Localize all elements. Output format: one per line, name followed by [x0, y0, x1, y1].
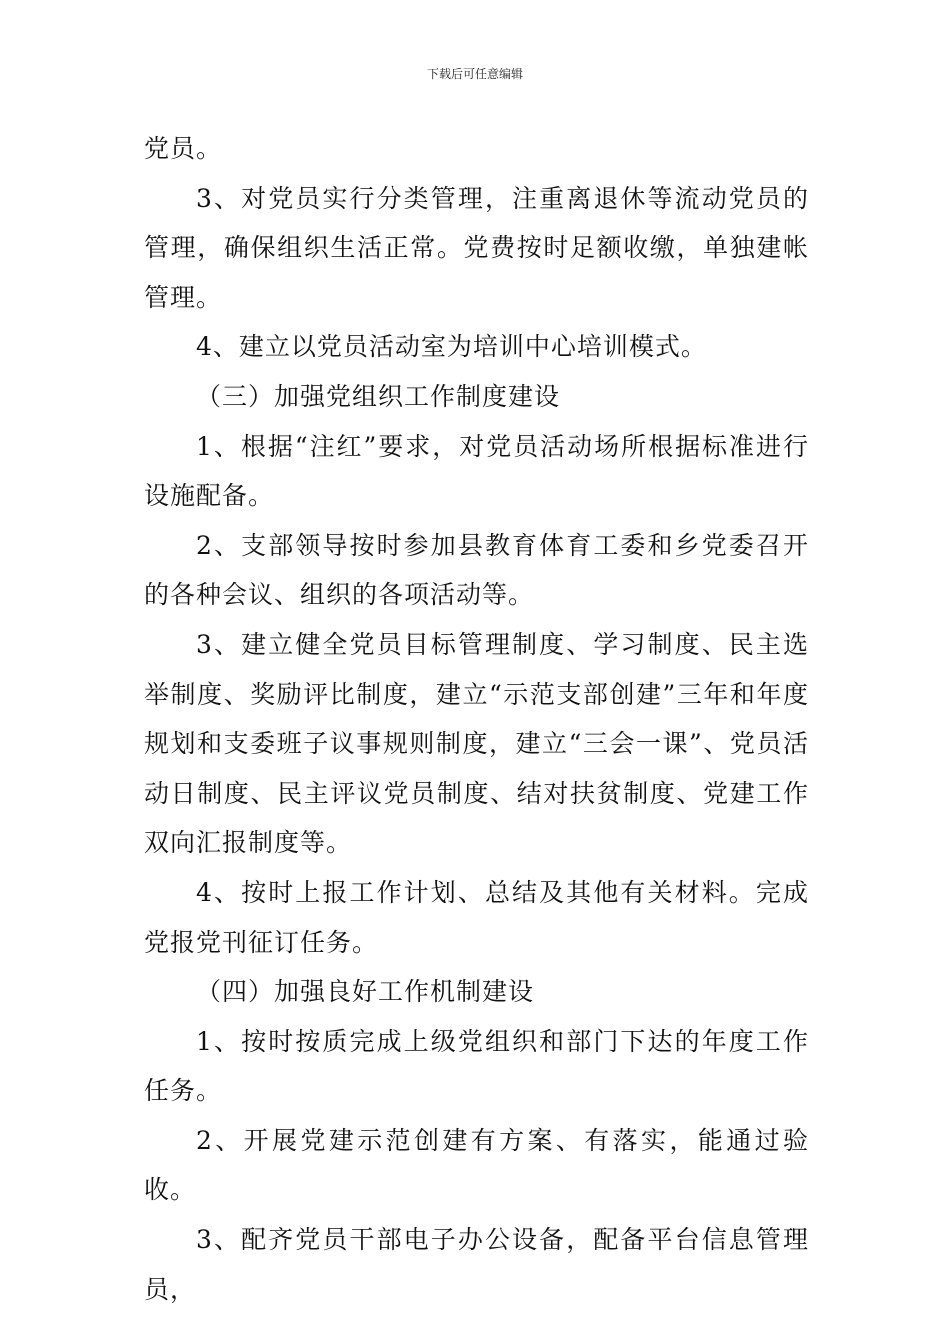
paragraph-item-1-facilities: 1、根据“注红”要求，对党员活动场所根据标准进行设施配备。: [144, 431, 809, 511]
page-header-note: 下载后可任意编辑: [426, 67, 523, 81]
paragraph-item-3-classified-management: 3、对党员实行分类管理，注重离退休等流动党员的管理，确保组织生活正常。党费按时足额收缴，单独建帐管理。: [144, 183, 809, 312]
document-body: [144, 124, 809, 1314]
paragraph-item-4-reports: 4、按时上报工作计划、总结及其他有关材料。完成党报党刊征订任务。: [144, 877, 809, 957]
paragraph-continuation: 党员。: [144, 134, 223, 163]
section-heading-4: （四）加强良好工作机制建设: [196, 977, 535, 1007]
paragraph-item-4-training-mode: 4、建立以党员活动室为培训中心培训模式。: [196, 332, 707, 362]
paragraph-item-1-annual-tasks: 1、按时按质完成上级党组织和部门下达的年度工作任务。: [144, 1026, 809, 1106]
paragraph-item-3-equipment: 3、配齐党员干部电子办公设备，配备平台信息管理员，: [144, 1225, 809, 1304]
paragraph-item-3-systems: 3、建立健全党员目标管理制度、学习制度、民主选举制度、奖励评比制度，建立“示范支部创建”三年和年度规划和支委班子议事规则制度，建立“三会一课”、党员活动日制度、民主评议党员制度、结对扶贫制度、党建工作双向汇报制度等。: [144, 629, 809, 858]
paragraph-item-2-demonstration: 2、开展党建示范创建有方案、有落实，能通过验收。: [144, 1125, 809, 1205]
section-heading-3: （三）加强党组织工作制度建设: [196, 381, 561, 411]
paragraph-item-2-meetings: 2、支部领导按时参加县教育体育工委和乡党委召开的各种会议、组织的各项活动等。: [144, 530, 809, 610]
